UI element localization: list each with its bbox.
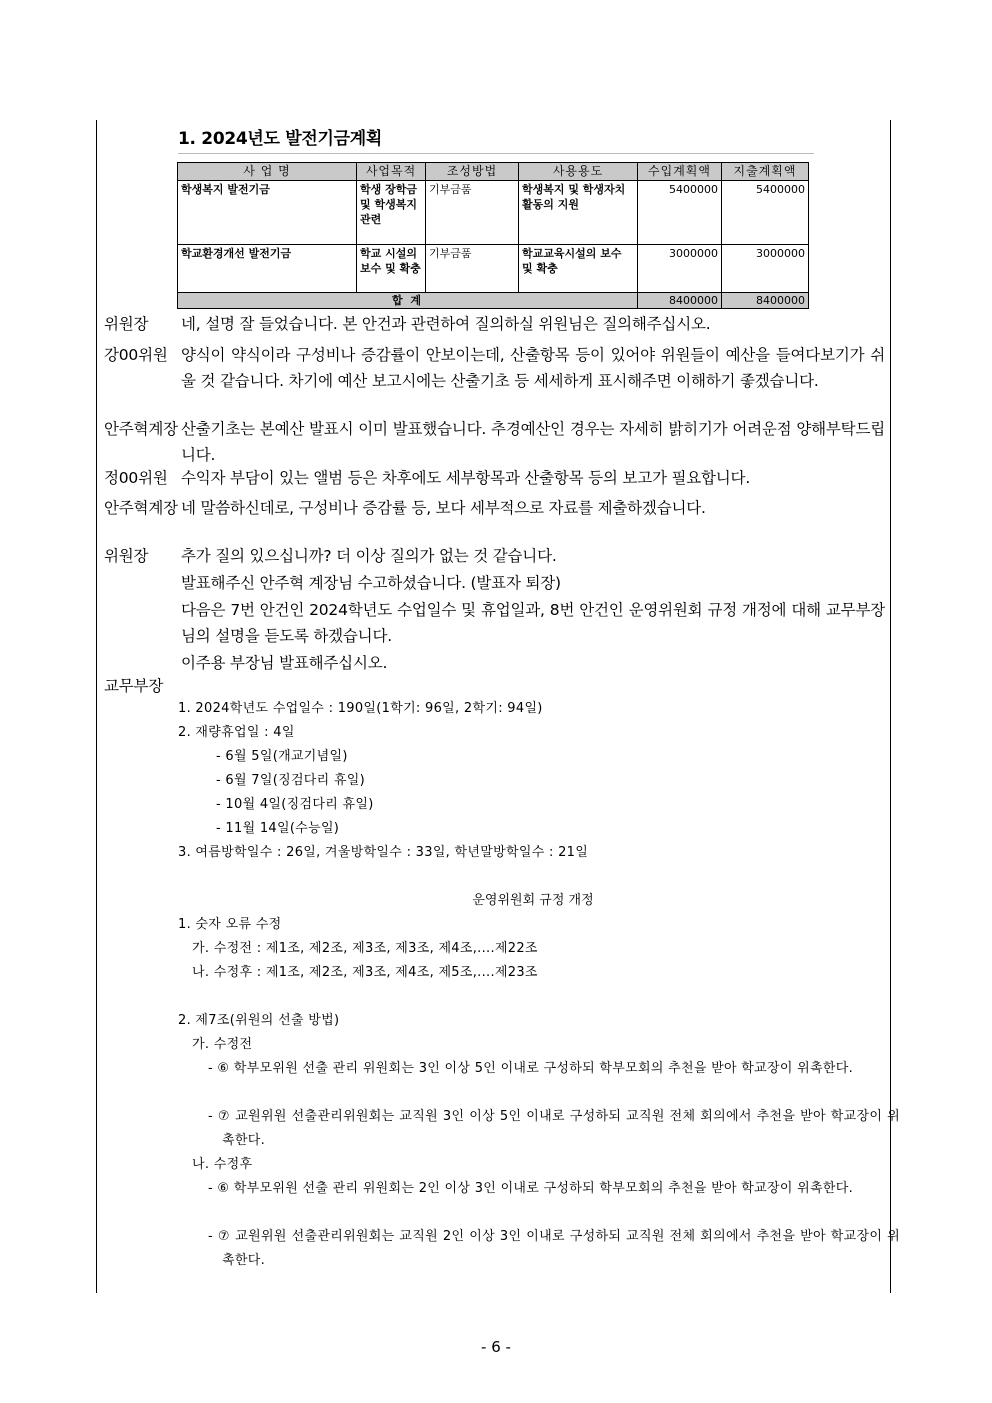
speech-text: 양식이 약식이라 구성비나 증감률이 안보이는데, 산출항목 등이 있어야 위원들이 예산을 들여다보기가 쉬울 것 같습니다. 차기에 예산 보고시에는 산출기초 등 세세하게 표시해주면 이해하기 좋겠습니다.: [181, 346, 885, 390]
speaker-label: 정00위원: [104, 469, 168, 487]
cell-name: 학교환경개선 발전기금: [178, 245, 357, 293]
cell-income: 3000000: [638, 245, 722, 293]
vacation-days: 3. 여름방학일수 : 26일, 겨울방학일수 : 33일, 학년말방학일수 : 21일: [178, 845, 589, 860]
speech-text: 네, 설명 잘 들었습니다. 본 안건과 관련하여 질의하실 위원님은 질의해주십시오.: [181, 315, 711, 333]
table-row: [178, 181, 809, 245]
header-use: 사용용도: [519, 163, 638, 181]
speech-line: 이주용 부장님 발표해주십시오.: [181, 654, 388, 672]
discretionary-holidays: 2. 재량휴업일 : 4일: [178, 725, 295, 740]
table-row: [178, 245, 809, 293]
rules-after-item: - ⑦ 교원위원 선출관리위원회는 교직원 2인 이상 3인 이내로 구성하되 교직원 전체 회의에서 추천을 받아 학교장이 위촉한다.: [208, 1229, 900, 1268]
speech-line: 발표해주신 안주혁 계장님 수고하셨습니다. (발표자 퇴장): [181, 574, 561, 592]
holiday-item: - 6월 5일(개교기념일): [216, 749, 348, 764]
cell-purpose: 학교 시설의 보수 및 확충: [357, 245, 426, 293]
table-header-row: [178, 163, 809, 181]
total-expense: 8400000: [722, 293, 809, 309]
header-project-name: 사 업 명: [178, 163, 357, 181]
cell-use: 학교교육시설의 보수 및 확충: [519, 245, 638, 293]
speaker-label: 교무부장: [104, 677, 164, 695]
rules-before-item: - ⑥ 학부모위원 선출 관리 위원회는 3인 이상 5인 이내로 구성하되 학부모회의 추천을 받아 학교장이 위촉한다.: [208, 1061, 854, 1076]
cell-purpose: 학생 장학금 및 학생복지 관련: [357, 181, 426, 245]
left-border-line: [96, 120, 97, 1293]
speaker-label: 위원장: [104, 547, 149, 565]
table-total-row: [178, 293, 809, 309]
cell-method: 기부금품: [426, 245, 519, 293]
header-purpose: 사업목적: [357, 163, 426, 181]
budget-plan-title: 1. 2024년도 발전기금계획: [178, 124, 814, 154]
rules-section-1: 1. 숫자 오류 수정: [178, 917, 282, 932]
rules-after-item: - ⑥ 학부모위원 선출 관리 위원회는 2인 이상 3인 이내로 구성하되 학부모회의 추천을 받아 학교장이 위촉한다.: [208, 1181, 854, 1196]
rules-after-label: 나. 수정후: [192, 1157, 253, 1172]
speaker-label: 안주혁계장: [104, 499, 178, 517]
holiday-item: - 11월 14일(수능일): [216, 821, 340, 836]
cell-use: 학생복지 및 학생자치활동의 지원: [519, 181, 638, 245]
cell-expense: 3000000: [722, 245, 809, 293]
speaker-label: 위원장: [104, 315, 149, 333]
schedule-days: 1. 2024학년도 수업일수 : 190일(1학기: 96일, 2학기: 94일): [178, 701, 543, 716]
cell-method: 기부금품: [426, 181, 519, 245]
rules-before-numbers: 가. 수정전 : 제1조, 제2조, 제3조, 제3조, 제4조,....제22조: [192, 941, 538, 956]
speaker-label: 안주혁계장: [104, 420, 178, 438]
cell-name: 학생복지 발전기금: [178, 181, 357, 245]
speech-text: 네 말씀하신데로, 구성비나 증감률 등, 보다 세부적으로 자료를 제출하겠습니다.: [181, 499, 706, 517]
total-income: 8400000: [638, 293, 722, 309]
header-method: 조성방법: [426, 163, 519, 181]
speech-line: 추가 질의 있으십니까? 더 이상 질의가 없는 것 같습니다.: [181, 547, 557, 565]
speaker-label: 강00위원: [104, 346, 168, 364]
rules-before-label: 가. 수정전: [192, 1037, 253, 1052]
speech-text: 산출기초는 본예산 발표시 이미 발표했습니다. 추경예산인 경우는 자세히 밝히기가 어려운점 양해부탁드립니다.: [181, 420, 885, 464]
budget-plan-table: [177, 162, 809, 309]
cell-income: 5400000: [638, 181, 722, 245]
page-number: - 6 -: [481, 1338, 511, 1356]
header-income: 수입계획액: [638, 163, 722, 181]
holiday-item: - 6월 7일(징검다리 휴일): [216, 773, 366, 788]
holiday-item: - 10월 4일(징검다리 휴일): [216, 797, 374, 812]
rules-heading: 운영위원회 규정 개정: [472, 893, 594, 908]
header-expense: 지출계획액: [722, 163, 809, 181]
cell-expense: 5400000: [722, 181, 809, 245]
speech-line: 다음은 7번 안건인 2024학년도 수업일수 및 휴업일과, 8번 안건인 운영위원회 규정 개정에 대해 교무부장님의 설명을 듣도록 하겠습니다.: [181, 601, 885, 645]
rules-after-numbers: 나. 수정후 : 제1조, 제2조, 제3조, 제4조, 제5조,....제23조: [192, 965, 538, 980]
rules-section-2: 2. 제7조(위원의 선출 방법): [178, 1013, 340, 1028]
speech-text: 수익자 부담이 있는 앨범 등은 차후에도 세부항목과 산출항목 등의 보고가 필요합니다.: [181, 469, 751, 487]
rules-before-item: - ⑦ 교원위원 선출관리위원회는 교직원 3인 이상 5인 이내로 구성하되 교직원 전체 회의에서 추천을 받아 학교장이 위촉한다.: [208, 1109, 900, 1148]
total-label: 합 계: [178, 293, 638, 309]
